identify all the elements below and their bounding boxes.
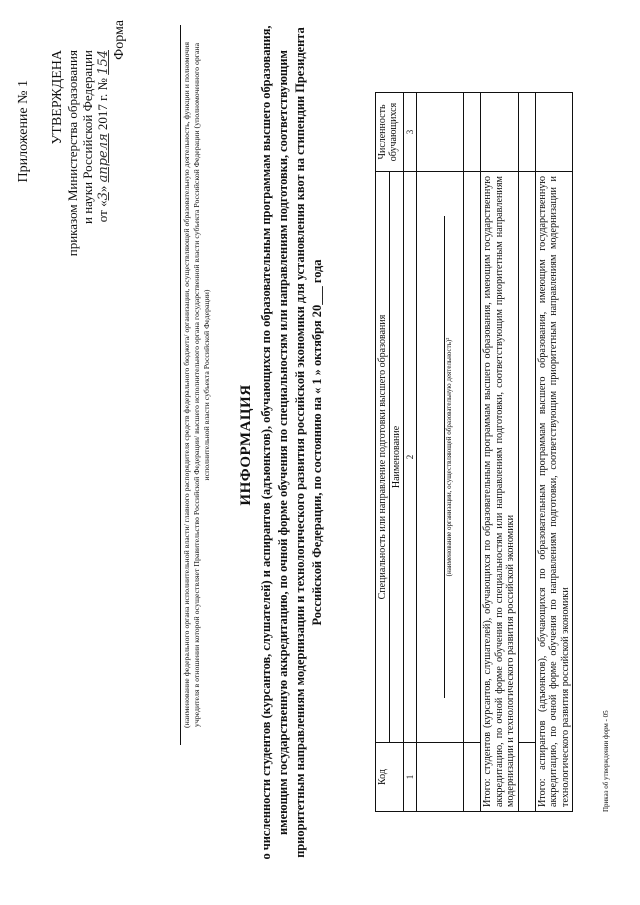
- total-postgrads-value: [535, 93, 573, 172]
- table-total-postgrads-row: [535, 93, 573, 812]
- table-number-row: [404, 93, 417, 812]
- order-date-line: от «3» апреля 2017 г. № 154: [95, 50, 111, 223]
- order-line-2: и науки Российской Федерации: [80, 50, 95, 225]
- info-table: [375, 92, 573, 812]
- header-name: Наименование: [390, 172, 404, 743]
- footer-note: Приказ об утверждении форм - 05: [602, 710, 610, 812]
- col-num-2: 2: [404, 172, 417, 743]
- authority-fill-line: [180, 25, 181, 745]
- appendix-number: Приложение № 1: [16, 80, 31, 183]
- header-code: Код: [376, 743, 404, 812]
- total-postgrads-label: Итого: аспирантов (адъюнктов), обучающихся по образовательным программам высшего образования, имеющим государственную аккредитацию, по очной форме обучения по направлениям подготовки, соответствующим приоритетным направлениям модернизации и технологического развития российской экономики: [535, 172, 573, 812]
- handwritten-order-number: 154: [96, 50, 111, 75]
- authority-caption: (наименование федерального органа исполнительной власти/ главного распорядителя средств федерального бюджета/ организации, осуществляющей образовательную деятельность, функции и полномочия учредителя в отношении которой осуществляет Правительство Российской Федерации/ высшего исполнительного органа государственной власти субъекта Российской Федерации (уполномоченного органа исполнительной власти субъекта Российской Федерации): [182, 42, 211, 728]
- table-subheader-row: [390, 93, 404, 812]
- table-org-row: [417, 93, 464, 812]
- table-empty-row: [464, 93, 481, 812]
- total-students-value: [481, 93, 519, 172]
- table-empty-row-2: [518, 93, 535, 812]
- approved-label: УТВЕРЖДЕНА: [50, 50, 65, 145]
- document-subtitle: о численности студентов (курсантов, слушателей) и аспирантов (адъюнктов), обучающихся по образовательным программам высшего образования, имеющим государственную аккредитацию, по очной форме обучения по специальностям или направлениям подготовки, соответствующим приоритетным направлениям модернизации и технологического развития российской экономики для установления квот на стипендии Президента Российской Федерации, по состоянию на « 1 » октября 20___ года: [259, 25, 324, 860]
- handwritten-day: 3: [96, 192, 111, 201]
- approval-stamp: [50, 50, 111, 350]
- col-num-3: 3: [404, 93, 417, 172]
- org-code-cell: [417, 743, 464, 812]
- table-total-students-row: [481, 93, 519, 812]
- header-specialty: Специальность или направление подготовки высшего образования: [376, 172, 390, 743]
- table-header-row: [376, 93, 390, 812]
- order-line-1: приказом Министерства образования: [65, 50, 80, 257]
- header-count: Численность обучающихся: [376, 93, 404, 172]
- document-title: ИНФОРМАЦИЯ: [238, 384, 254, 506]
- org-name-cell: [417, 172, 464, 743]
- col-num-1: 1: [404, 743, 417, 812]
- org-caption: (наименование организации, осуществляющей образовательную деятельность)²: [445, 337, 453, 577]
- handwritten-month: апреля: [96, 133, 111, 183]
- total-students-label: Итого: студентов (курсантов, слушателей), обучающихся по образовательным программам высшего образования, имеющим государственную аккредитацию, по очной форме обучения по специальностям или направлениям подготовки, соответствующим приоритетным направлениям модернизации и технологического развития российской экономики: [481, 172, 519, 812]
- org-count-cell: [417, 93, 464, 172]
- form-label: Форма: [112, 20, 127, 60]
